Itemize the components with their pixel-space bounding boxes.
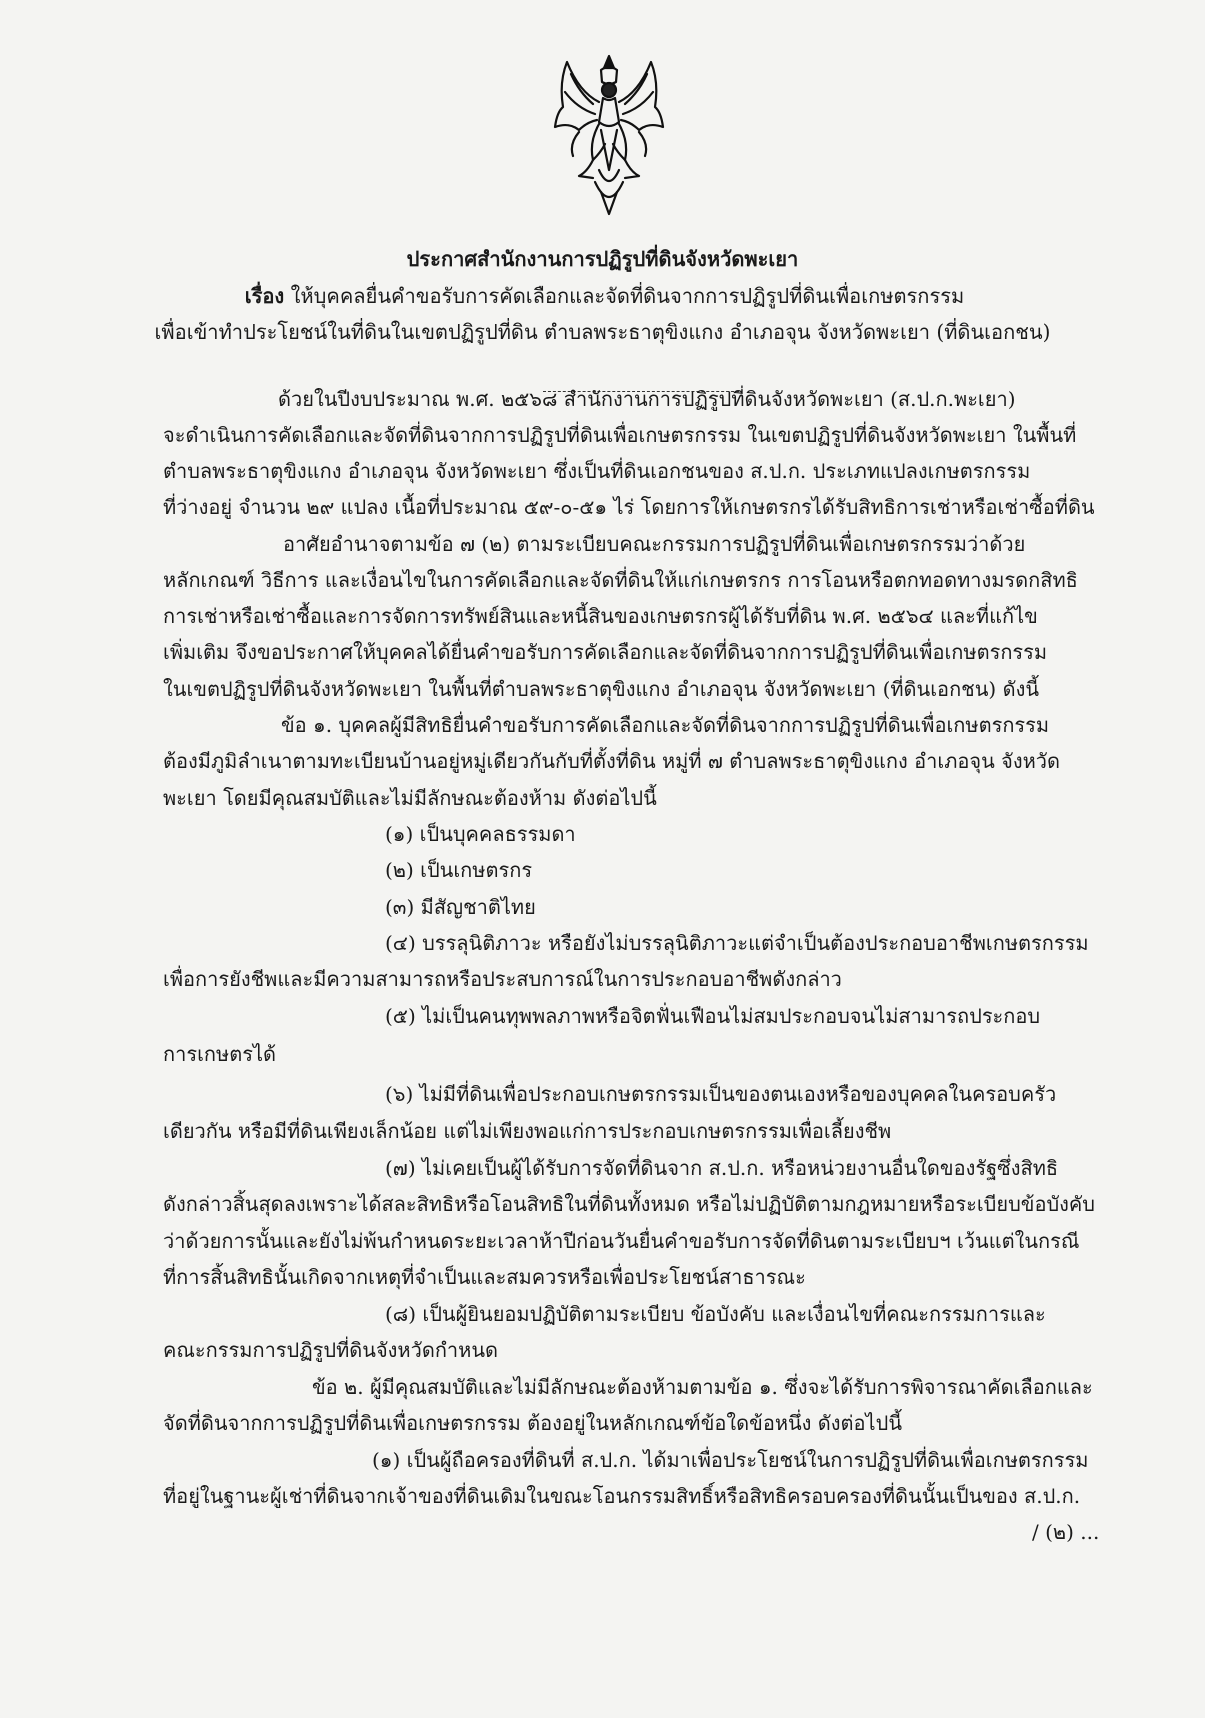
qualification-item: คณะกรรมการปฏิรูปที่ดินจังหวัดกำหนด	[163, 1338, 499, 1362]
next-page-marker: / (๒) ...	[1032, 1520, 1100, 1544]
qualification-item: (๗) ไม่เคยเป็นผู้ได้รับการจัดที่ดินจาก ส.ป.ก. หรือหน่วยงานอื่นใดของรัฐซึ่งสิทธิ	[385, 1156, 1059, 1180]
qualification-item: เพื่อการยังชีพและมีความสามารถหรือประสบการณ์ในการประกอบอาชีพดังกล่าว	[163, 967, 842, 991]
body-line: ตำบลพระธาตุขิงแกง อำเภอจุน จังหวัดพะเยา ซึ่งเป็นที่ดินเอกชนของ ส.ป.ก. ประเภทแปลงเกษตรกรรม	[163, 459, 1031, 483]
qualification-item: (๖) ไม่มีที่ดินเพื่อประกอบเกษตรกรรมเป็นของตนเองหรือของบุคคลในครอบครัว	[385, 1082, 1057, 1106]
announcement-title: ประกาศสำนักงานการปฏิรูปที่ดินจังหวัดพะเยา	[406, 247, 799, 271]
clause-2-line: จัดที่ดินจากการปฏิรูปที่ดินเพื่อเกษตรกรรม ต้องอยู่ในหลักเกณฑ์ข้อใดข้อหนึ่ง ดังต่อไปนี้	[163, 1411, 902, 1435]
subject-text-1: ให้บุคคลยื่นคำขอรับการคัดเลือกและจัดที่ดินจากการปฏิรูปที่ดินเพื่อเกษตรกรรม	[290, 284, 965, 308]
clause-2-line: ข้อ ๒. ผู้มีคุณสมบัติและไม่มีลักษณะต้องห้ามตามข้อ ๑. ซึ่งจะได้รับการพิจารณาคัดเลือกและ	[312, 1375, 1093, 1399]
qualification-item: การเกษตรได้	[163, 1042, 276, 1066]
qualification-item: (๘) เป็นผู้ยินยอมปฏิบัติตามระเบียบ ข้อบังคับ และเงื่อนไขที่คณะกรรมการและ	[385, 1302, 1046, 1326]
criteria-item: ที่อยู่ในฐานะผู้เช่าที่ดินจากเจ้าของที่ดินเดิมในขณะโอนกรรมสิทธิ์หรือสิทธิครอบครองที่ดินนั้นเป็นของ ส.ป.ก.	[163, 1484, 1081, 1508]
body-line: การเช่าหรือเช่าซื้อและการจัดการทรัพย์สินและหนี้สินของเกษตรกรผู้ได้รับที่ดิน พ.ศ. ๒๕๖๔ และที่แก้ไข	[163, 604, 1038, 628]
qualification-item: (๕) ไม่เป็นคนทุพพลภาพหรือจิตฟั่นเฟือนไม่สมประกอบจนไม่สามารถประกอบ	[385, 1004, 1041, 1028]
subject-label: เรื่อง	[244, 284, 285, 308]
body-line: ที่ว่างอยู่ จำนวน ๒๙ แปลง เนื้อที่ประมาณ ๕๙-๐-๕๑ ไร่ โดยการให้เกษตรกรได้รับสิทธิการเช่าหรือเช่าซื้อที่ดิน	[163, 495, 1095, 519]
body-line: จะดำเนินการคัดเลือกและจัดที่ดินจากการปฏิรูปที่ดินเพื่อเกษตรกรรม ในเขตปฏิรูปที่ดินจังหวัดพะเยา ในพื้นที่	[163, 423, 1077, 447]
body-line: หลักเกณฑ์ วิธีการ และเงื่อนไขในการคัดเลือกและจัดที่ดินให้แก่เกษตรกร การโอนหรือตกทอดทางมรดกสิทธิ	[163, 568, 1078, 592]
qualification-item: ดังกล่าวสิ้นสุดลงเพราะได้สละสิทธิหรือโอนสิทธิในที่ดินทั้งหมด หรือไม่ปฏิบัติตามกฎหมายหรือระเบียบข้อบังคับ	[163, 1192, 1095, 1216]
qualification-item: เดียวกัน หรือมีที่ดินเพียงเล็กน้อย แต่ไม่เพียงพอแก่การประกอบเกษตรกรรมเพื่อเลี้ยงชีพ	[163, 1119, 892, 1143]
subject-line-1	[14, 281, 1194, 311]
criteria-item: (๑) เป็นผู้ถือครองที่ดินที่ ส.ป.ก. ได้มาเพื่อประโยชน์ในการปฏิรูปที่ดินเพื่อเกษตรกรรม	[372, 1448, 1089, 1472]
clause-1-line: ต้องมีภูมิลำเนาตามทะเบียนบ้านอยู่หมู่เดียวกันกับที่ตั้งที่ดิน หมู่ที่ ๗ ตำบลพระธาตุขิงแกง อำเภอจุน จังหวัด	[163, 749, 1061, 773]
body-line: ในเขตปฏิรูปที่ดินจังหวัดพะเยา ในพื้นที่ตำบลพระธาตุขิงแกง อำเภอจุน จังหวัดพะเยา (ที่ดินเอกชน) ดังนี้	[163, 677, 1040, 701]
body-line: เพิ่มเติม จึงขอประกาศให้บุคคลได้ยื่นคำขอรับการคัดเลือกและจัดที่ดินจากการปฏิรูปที่ดินเพื่อเกษตรกรรม	[163, 640, 1048, 664]
clause-1-line: ข้อ ๑. บุคคลผู้มีสิทธิยื่นคำขอรับการคัดเลือกและจัดที่ดินจากการปฏิรูปที่ดินเพื่อเกษตรกรรม	[281, 713, 1050, 737]
qualification-item: (๔) บรรลุนิติภาวะ หรือยังไม่บรรลุนิติภาวะแต่จำเป็นต้องประกอบอาชีพเกษตรกรรม	[385, 931, 1089, 955]
clause-1-line: พะเยา โดยมีคุณสมบัติและไม่มีลักษณะต้องห้าม ดังต่อไปนี้	[163, 786, 657, 810]
body-line: ด้วยในปีงบประมาณ พ.ศ. ๒๕๖๘ สำนักงานการปฏิรูปที่ดินจังหวัดพะเยา (ส.ป.ก.พะเยา)	[278, 387, 1016, 411]
qualification-item: (๒) เป็นเกษตรกร	[385, 858, 533, 882]
qualification-item: ว่าด้วยการนั้นและยังไม่พ้นกำหนดระยะเวลาห้าปีก่อนวันยื่นคำขอรับการจัดที่ดินตามระเบียบฯ เว้นแต่ในกรณี	[163, 1229, 1080, 1253]
garuda-emblem-icon	[548, 52, 670, 217]
body-line: อาศัยอำนาจตามข้อ ๗ (๒) ตามระเบียบคณะกรรมการปฏิรูปที่ดินเพื่อเกษตรกรรมว่าด้วย	[283, 532, 1026, 556]
qualification-item: (๓) มีสัญชาติไทย	[385, 895, 536, 919]
subject-line-2: เพื่อเข้าทำประโยชน์ในที่ดินในเขตปฏิรูปที่ดิน ตำบลพระธาตุขิงแกง อำเภอจุน จังหวัดพะเยา (ที่ดินเอกชน)	[154, 320, 1051, 344]
qualification-item: (๑) เป็นบุคคลธรรมดา	[385, 822, 576, 846]
qualification-item: ที่การสิ้นสิทธินั้นเกิดจากเหตุที่จำเป็นและสมควรหรือเพื่อประโยชน์สาธารณะ	[163, 1265, 806, 1289]
